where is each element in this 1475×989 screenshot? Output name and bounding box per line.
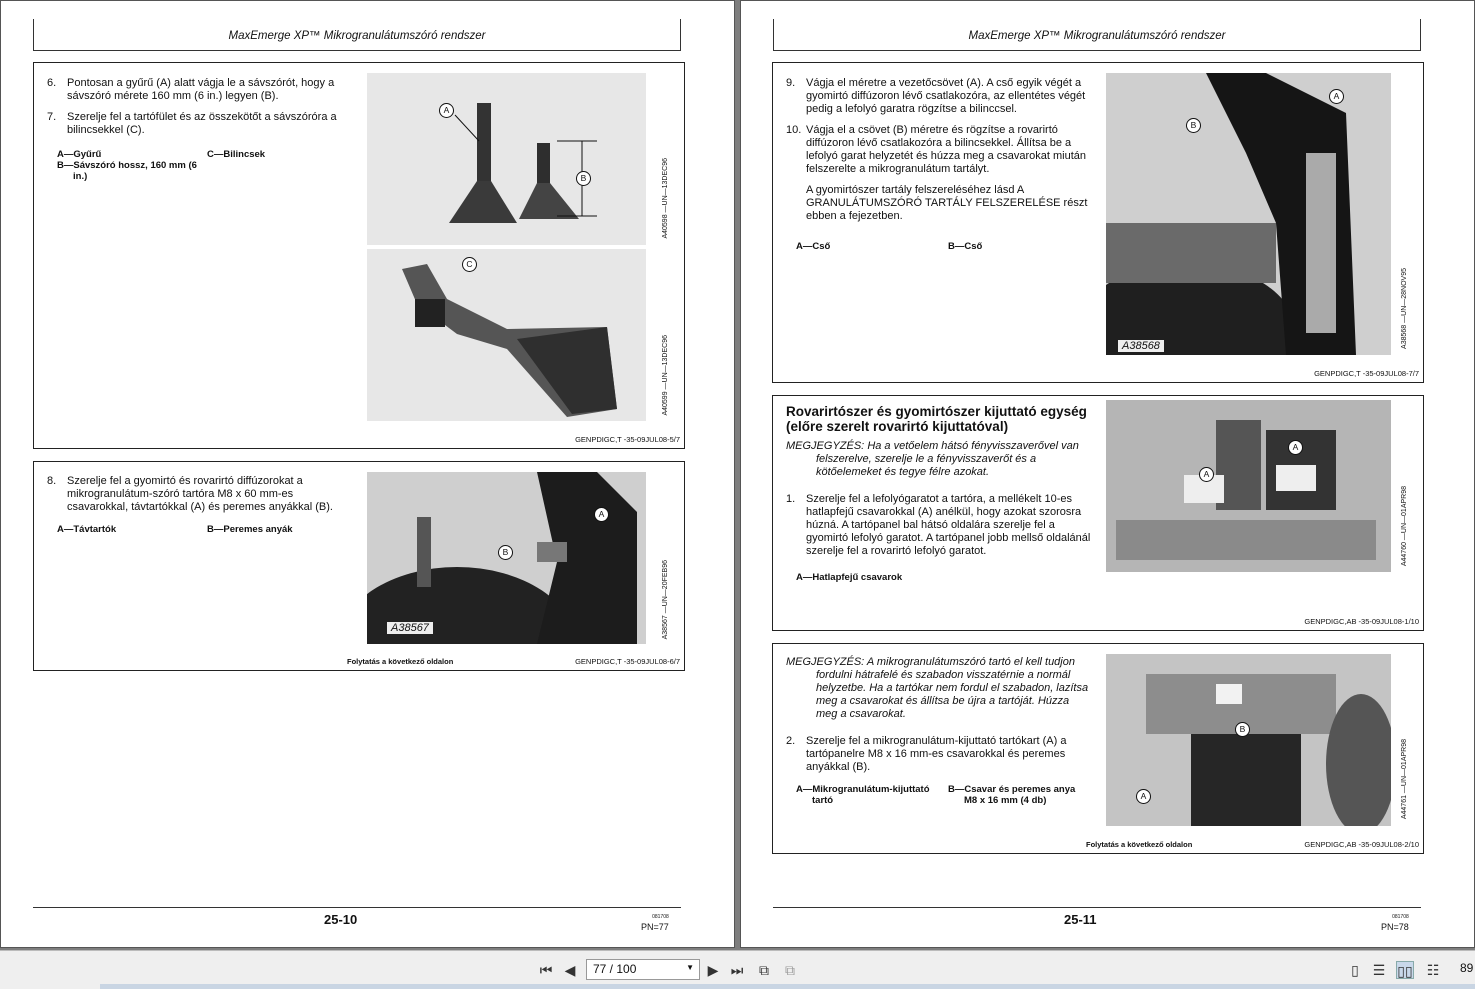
section-step-8 — [33, 461, 685, 671]
legend: A—Cső B—Cső — [796, 241, 983, 252]
section-step-2 — [772, 643, 1424, 854]
image-code: A40599 —UN—13DEC96 — [662, 335, 669, 416]
single-page-view-icon[interactable]: ▯ — [1351, 962, 1359, 978]
reference-paragraph: A gyomirtószer tartály felszereléséhez lásd A GRANULÁTUMSZÓRÓ TARTÁLY FELSZERELÉSE részt ebben a fejezetben. — [806, 184, 1088, 222]
note: MEGJEGYZÉS: Ha a vetőelem hátsó fényvisszaverővel van felszerelve, szerelje le a fényvisszaverőt és a kötőelemeket és tegye félre azokat. — [786, 440, 1079, 478]
callout-b: B — [576, 171, 591, 186]
step-10: 10. Vágja el a csövet (B) méretre és rögzítse a rovarirtó diffúzoron lévő csatlakozóra a bilincsekkel. Állítsa be a lefolyó garat helyzetét és húzza meg a csavarokat miután felszerelte a mikrogranulátum tartályt. — [786, 124, 1087, 175]
section-code: GENPDIGC,T -35-09JUL08-6/7 — [575, 657, 680, 666]
step-2: 2. Szerelje fel a mikrogranulátum-kijuttató tartókart (A) a tartópanelre M8 x 16 mm-es csavarokkal és peremes anyákkal (B). — [786, 735, 1067, 773]
section-code: GENPDIGC,T -35-09JUL08-5/7 — [575, 435, 680, 444]
continued-note: Folytatás a következő oldalon — [1086, 840, 1193, 849]
two-page-continuous-icon[interactable]: ☷ — [1426, 962, 1440, 978]
callout-a: A — [594, 507, 609, 522]
legend: A—Hatlapfejű csavarok — [796, 572, 903, 583]
image-code: A40598 —UN—13DEC96 — [662, 158, 669, 239]
two-page-view-icon[interactable]: ▯▯ — [1397, 963, 1413, 979]
right-page — [740, 0, 1475, 948]
left-page — [0, 0, 735, 948]
photo-spreaders-cut — [367, 73, 646, 245]
step-7: 7. Szerelje fel a tartófület és az összekötőt a sávszóróra a bilincsekkel (C). — [47, 111, 337, 136]
legend: A—Mikrogranulátum-kijuttató tartó B—Csavar és peremes anya M8 x 16 mm (4 db) — [796, 784, 1076, 806]
photo-spreader-clamps — [367, 249, 646, 421]
callout-b: B — [1235, 722, 1250, 737]
callout-b: B — [1186, 118, 1201, 133]
image-code: A44760 —UN—01APR98 — [1401, 486, 1408, 567]
pn-label: 081708 PN=77 — [641, 914, 669, 932]
callout-a: A — [1329, 89, 1344, 104]
section-code: GENPDIGC,AB -35-09JUL08-1/10 — [1304, 617, 1419, 626]
zoom-level[interactable]: 89 — [1460, 961, 1474, 975]
callout-a: A — [439, 103, 454, 118]
spreaders-illustration — [367, 73, 646, 245]
page-number: 25-11 — [1064, 912, 1097, 927]
photo-diffuser-mount — [367, 472, 646, 644]
legend: A—Gyűrű C—Bilincsek B—Sávszóró hossz, 160 mm (6 in.) — [57, 149, 266, 182]
image-label: A38567 — [387, 622, 433, 634]
section-code: GENPDIGC,AB -35-09JUL08-2/10 — [1304, 840, 1419, 849]
section-code: GENPDIGC,T -35-09JUL08-7/7 — [1314, 369, 1419, 378]
section-steps-6-7 — [33, 62, 685, 449]
photo-tube-routing — [1106, 73, 1391, 355]
spreader-clamp-illustration — [367, 249, 646, 421]
legend: A—Távtartók B—Peremes anyák — [57, 524, 293, 535]
footer-rule — [33, 907, 681, 908]
section-applicator-unit — [772, 395, 1424, 631]
photo-hoppers — [1106, 400, 1391, 572]
callout-c: C — [462, 257, 477, 272]
last-page-icon[interactable]: ⏭ — [730, 962, 744, 978]
first-page-icon[interactable]: ⏮ — [539, 962, 553, 978]
footer-rule — [773, 907, 1421, 908]
image-code: A38568 —UN—28NOV95 — [1401, 268, 1408, 349]
continuous-view-icon[interactable]: ☰ — [1372, 962, 1386, 978]
horizontal-scrollbar[interactable] — [100, 984, 1475, 989]
section-title: Rovarirtószer és gyomirtószer kijuttató egység (előre szerelt rovarirtó kijuttatóval) — [786, 404, 1087, 434]
page-number: 25-10 — [324, 912, 358, 927]
page-header: MaxEmerge XP™ Mikrogranulátumszóró rendszer — [33, 19, 681, 51]
chevron-down-icon: ▼ — [686, 963, 694, 972]
image-code: A38567 —UN—20FEB96 — [662, 560, 669, 640]
image-code: A44761 —UN—01APR98 — [1401, 739, 1408, 820]
tube-routing-illustration — [1106, 73, 1391, 355]
step-6: 6. Pontosan a gyűrű (A) alatt vágja le a sávszórót, hogy a sávszóró mérete 160 mm (6 in.) legyen (B). — [47, 77, 335, 102]
step-9: 9. Vágja el méretre a vezetőcsövet (A). A cső egyik végét a gyomirtó diffúzoron lévő csatlakozóra, az ellentétes végét pedig a lefolyó garatra rögzítse a bilinccsel. — [786, 77, 1086, 115]
callout-a: A — [1288, 440, 1303, 455]
prev-page-icon[interactable]: ◀ — [564, 962, 576, 978]
step-1: 1. Szerelje fel a lefolyógaratot a tartóra, a mellékelt 10-es hatlapfejű csavarokkal (A) anélkül, hogy azokat szorosra húzná. A tartópanel bal hátsó oldalára szerelje fel a gyomirtó lefolyó garatot. A tartópanel jobb mellső oldalánál szerelje fel a rovarirtó lefolyó garatot. — [786, 493, 1091, 557]
page-header: MaxEmerge XP™ Mikrogranulátumszóró rendszer — [773, 19, 1421, 51]
photo-applicator-arm — [1106, 654, 1391, 826]
next-page-icon[interactable]: ▶ — [707, 962, 719, 978]
continued-note: Folytatás a következő oldalon — [347, 657, 454, 666]
callout-b: B — [498, 545, 513, 560]
page-forward-icon[interactable]: ⧉ — [785, 962, 795, 978]
section-steps-9-10 — [772, 62, 1424, 383]
step-8: 8. Szerelje fel a gyomirtó és rovarirtó diffúzorokat a mikrogranulátum-szóró tartóra M8 x 60 mm-es csavarokkal, távtartókkal (A) és peremes anyákkal (B). — [47, 475, 333, 513]
page-back-icon[interactable]: ⧉ — [759, 962, 769, 978]
callout-a: A — [1199, 467, 1214, 482]
page-number-select[interactable]: 77 / 100 ▼ — [586, 959, 700, 980]
callout-a: A — [1136, 789, 1151, 804]
pn-label: 081708 PN=78 — [1381, 914, 1409, 932]
note: MEGJEGYZÉS: A mikrogranulátumszóró tartó el kell tudjon fordulni hátrafelé és szabadon visszatérnie a normál helyzetbe. Ha a tartókar nem fordul el szabadon, lazítsa meg a csavarokat és állítsa be újra a tartóját. Húzza meg a csavarokat. — [786, 656, 1089, 720]
hopper-illustration — [1106, 400, 1391, 572]
image-label: A38568 — [1118, 340, 1164, 352]
